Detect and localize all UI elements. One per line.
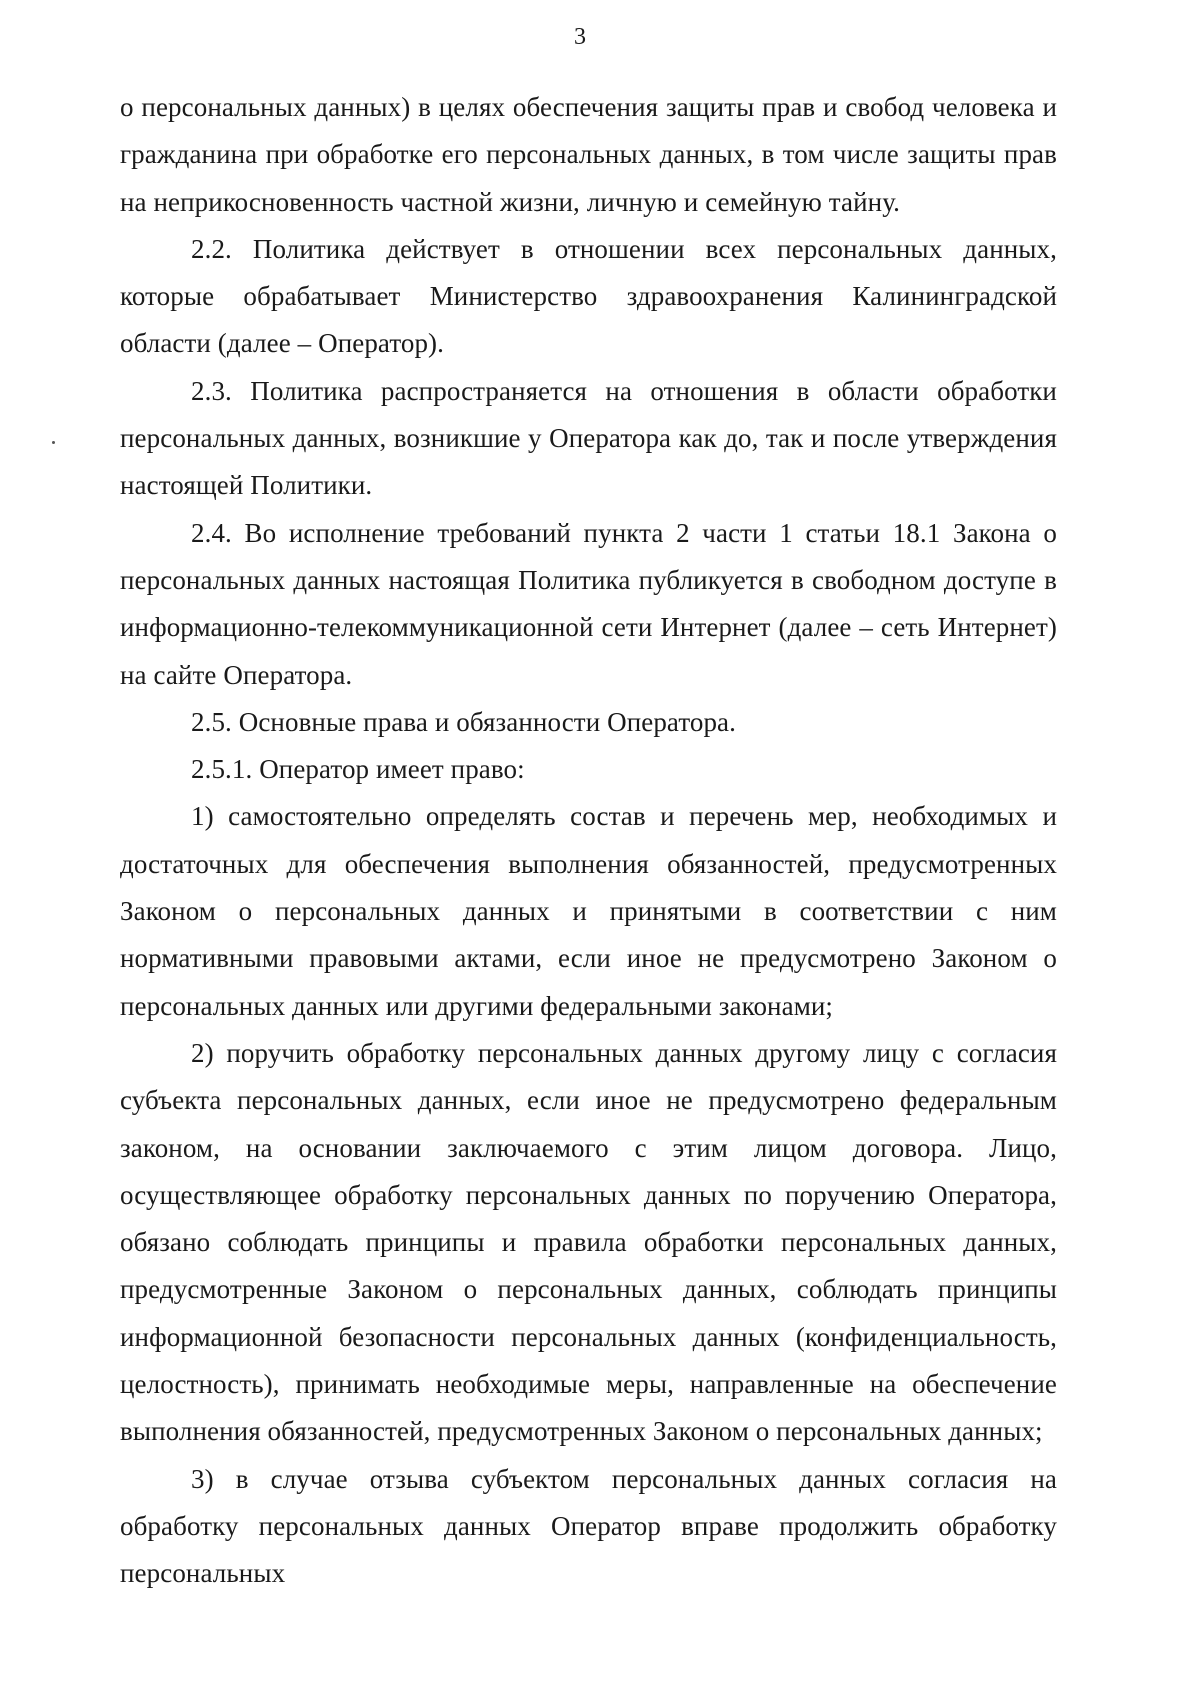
paragraph-2-5: 2.5. Основные права и обязанности Оператора. — [191, 706, 736, 737]
paragraph-2-2: 2.2. Политика действует в отношении всех персональных данных, которые обрабатывает Министерство здравоохранения Калининградской области (далее – Оператор). — [120, 233, 1057, 359]
list-item-1: 1) самостоятельно определять состав и перечень мер, необходимых и достаточных для обеспечения выполнения обязанностей, предусмотренных Законом о персональных данных и принятыми в соответствии с ним нормативными правовыми актами, если иное не предусмотрено Законом о персональных данных или другими федеральными законами; — [120, 801, 1057, 1021]
document-body — [120, 84, 1057, 1598]
scan-artifact-dot — [52, 441, 55, 444]
page-number: 3 — [574, 24, 586, 50]
list-item-2: 2) поручить обработку персональных данных другому лицу с согласия субъекта персональных данных, если иное не предусмотрено федеральным законом, на основании заключаемого с этим лицом договора. Лицо, осуществляющее обработку персональных данных по поручению Оператора, обязано соблюдать принципы и правила обработки персональных данных, предусмотренные Законом о персональных данных, соблюдать принципы информационной безопасности персональных данных (конфиденциальность, целостность), принимать необходимые меры, направленные на обеспечение выполнения обязанностей, предусмотренных Законом о персональных данных; — [120, 1037, 1057, 1447]
list-item-3: 3) в случае отзыва субъектом персональных данных согласия на обработку персональных данных Оператор вправе продолжить обработку персональных — [120, 1463, 1057, 1589]
paragraph-2-5-1: 2.5.1. Оператор имеет право: — [191, 754, 525, 785]
paragraph-continuation: о персональных данных) в целях обеспечения защиты прав и свобод человека и гражданина при обработке его персональных данных, в том числе защиты прав на неприкосновенность частной жизни, личную и семейную тайну. — [120, 92, 1057, 217]
paragraph-2-3: 2.3. Политика распространяется на отношения в области обработки персональных данных, возникшие у Оператора как до, так и после утверждения настоящей Политики. — [120, 375, 1057, 501]
paragraph-2-4: 2.4. Во исполнение требований пункта 2 части 1 статьи 18.1 Закона о персональных данных настоящая Политика публикуется в свободном доступе в информационно-телекоммуникационной сети Интернет (далее – сеть Интернет) на сайте Оператора. — [120, 517, 1057, 690]
